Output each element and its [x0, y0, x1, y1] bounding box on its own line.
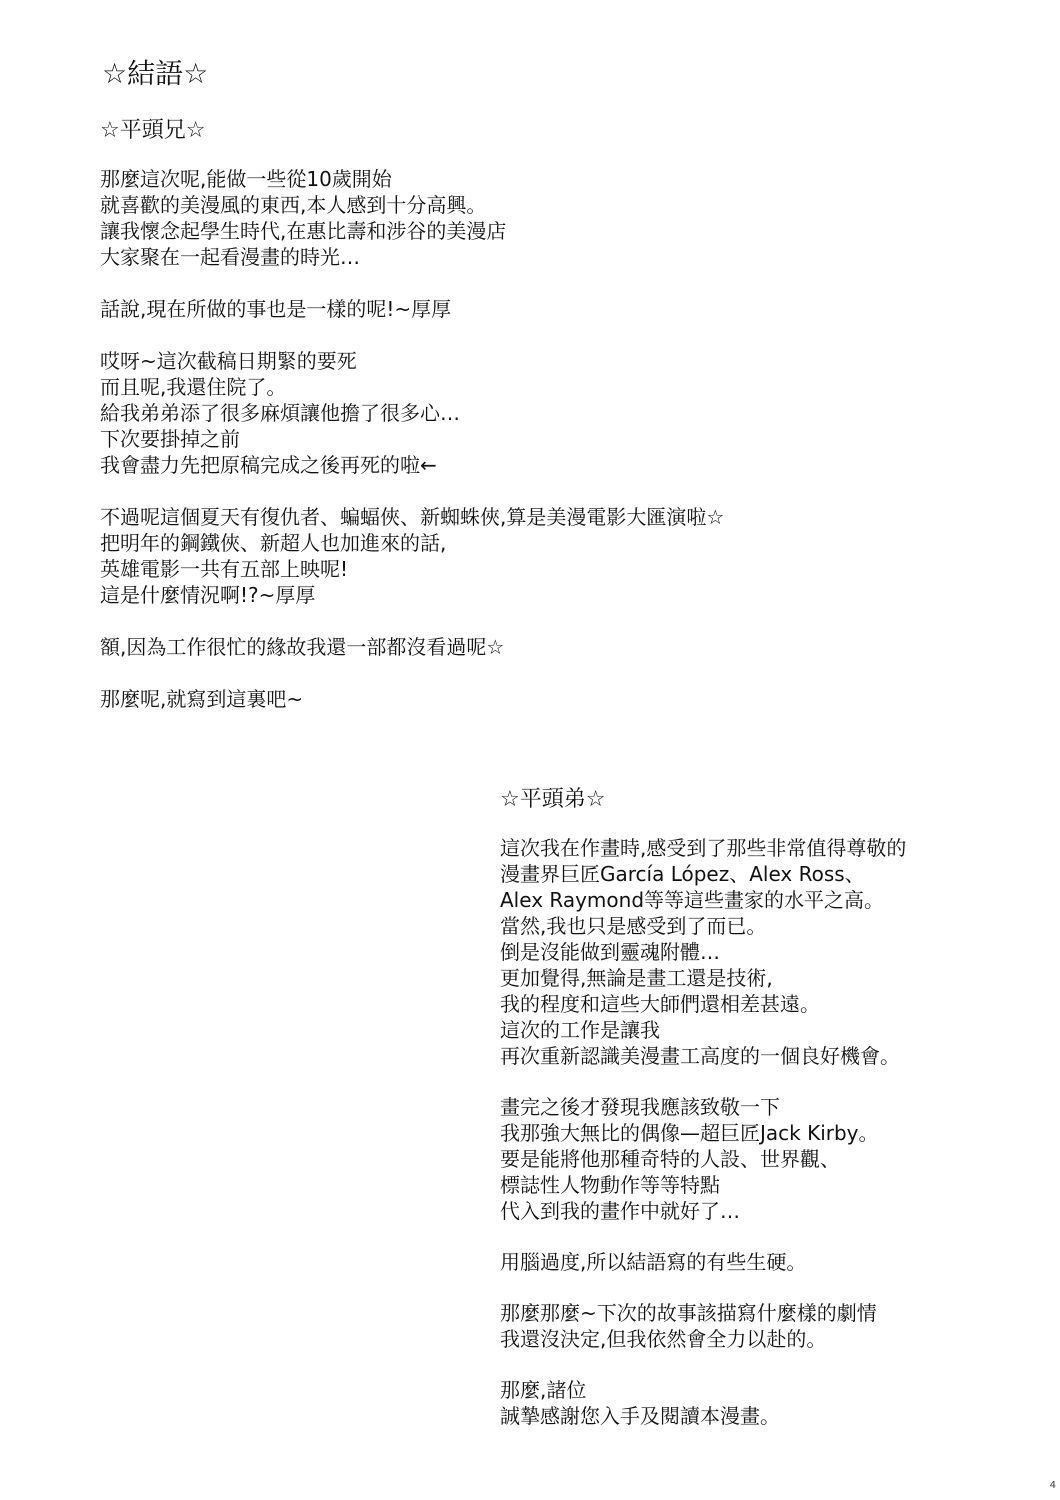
text-line: 讓我懷念起學生時代,在惠比壽和涉谷的美漫店 — [100, 219, 507, 243]
text-line: 而且呢,我還住院了。 — [100, 375, 287, 399]
text-line: 哎呀~這次截稿日期緊的要死 — [100, 349, 357, 373]
text-line: 我那強大無比的偶像—超巨匠Jack Kirby。 — [500, 1121, 879, 1145]
text-line: 我的程度和這些大師們還相差甚遠。 — [500, 992, 820, 1016]
text-line: 話說,現在所做的事也是一樣的呢!~厚厚 — [100, 297, 452, 321]
section-heading: ☆平頭兄☆ — [100, 118, 206, 143]
paragraph — [500, 1094, 1000, 1224]
paragraph — [500, 835, 1000, 1069]
text-line: 誠摯感謝您入手及閱讀本漫畫。 — [500, 1404, 780, 1428]
text-line: 畫完之後才發現我應該致敬一下 — [500, 1095, 780, 1119]
text-line: 代入到我的畫作中就好了… — [500, 1199, 740, 1223]
afterword-section-younger-brother — [500, 787, 1000, 1454]
paragraph — [500, 1300, 1000, 1352]
text-line: 不過呢這個夏天有復仇者、蝙蝠俠、新蜘蛛俠,算是美漫電影大匯演啦☆ — [100, 505, 725, 529]
text-line: 這次的工作是讓我 — [500, 1018, 660, 1042]
text-line: 那麼這次呢,能做一些從10歲開始 — [100, 167, 392, 191]
text-line: Alex Raymond等等這些畫家的水平之高。 — [500, 888, 885, 912]
paragraph — [100, 504, 840, 608]
text-line: 要是能將他那種奇特的人設、世界觀、 — [500, 1147, 840, 1171]
text-line: 倒是沒能做到靈魂附體… — [500, 940, 720, 964]
paragraph — [100, 634, 840, 660]
text-line: 我會盡力先把原稿完成之後再死的啦← — [100, 453, 437, 477]
text-line: 再次重新認識美漫畫工高度的一個良好機會。 — [500, 1044, 900, 1068]
text-line: 漫畫界巨匠García López、Alex Ross、 — [500, 862, 865, 886]
section-heading: ☆平頭弟☆ — [500, 787, 606, 812]
text-line: 標誌性人物動作等等特點 — [500, 1173, 720, 1197]
text-line: 那麼,諸位 — [500, 1378, 587, 1402]
text-line: 額,因為工作很忙的緣故我還一部都沒看過呢☆ — [100, 635, 505, 659]
text-line: 那麼那麼~下次的故事該描寫什麼樣的劇情 — [500, 1301, 877, 1325]
text-line: 用腦過度,所以結語寫的有些生硬。 — [500, 1250, 807, 1274]
page-title: ☆結語☆ — [102, 57, 209, 90]
afterword-section-older-brother — [100, 118, 840, 738]
text-line: 當然,我也只是感受到了而已。 — [500, 914, 767, 938]
text-line: 給我弟弟添了很多麻煩讓他擔了很多心… — [100, 401, 460, 425]
text-line: 這是什麼情況啊!?~厚厚 — [100, 583, 316, 607]
text-line: 那麼呢,就寫到這裏吧~ — [100, 687, 304, 711]
text-line: 就喜歡的美漫風的東西,本人感到十分高興。 — [100, 193, 487, 217]
paragraph — [100, 296, 840, 322]
text-line: 大家聚在一起看漫畫的時光… — [100, 245, 360, 269]
paragraph — [100, 686, 840, 712]
paragraph — [500, 1377, 1000, 1429]
text-line: 更加覺得,無論是畫工還是技術, — [500, 966, 773, 990]
text-line: 英雄電影一共有五部上映呢! — [100, 557, 349, 581]
text-line: 我還沒決定,但我依然會全力以赴的。 — [500, 1327, 827, 1351]
text-line: 下次要掛掉之前 — [100, 427, 240, 451]
paragraph — [100, 348, 840, 478]
paragraph — [500, 1249, 1000, 1275]
page-number: 4 — [1049, 1480, 1056, 1491]
text-line: 這次我在作畫時,感受到了那些非常值得尊敬的 — [500, 836, 907, 860]
text-line: 把明年的鋼鐵俠、新超人也加進來的話, — [100, 531, 447, 555]
paragraph — [100, 166, 840, 270]
